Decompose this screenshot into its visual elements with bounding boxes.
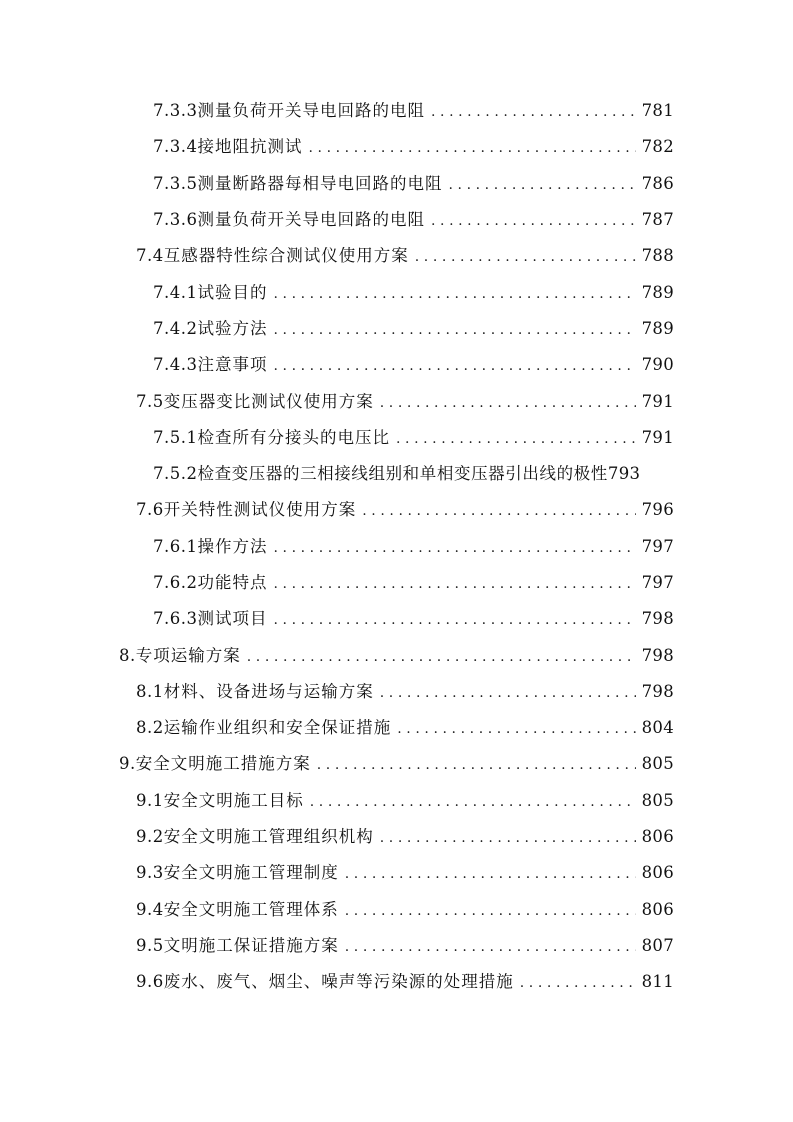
toc-dot-leader (380, 395, 636, 411)
toc-entry-8-1[interactable] (0, 672, 793, 708)
toc-entry-title: 注意事项 (197, 355, 268, 375)
toc-page-number: 786 (641, 173, 674, 193)
toc-entry-number: 7.4.3 (153, 355, 198, 375)
toc-dot-leader (380, 830, 636, 846)
toc-entry-9-1[interactable] (0, 781, 793, 817)
toc-page-number: 798 (641, 681, 674, 701)
toc-dot-leader (397, 721, 635, 737)
toc-page-number: 806 (641, 863, 674, 883)
toc-dot-leader (362, 503, 635, 519)
toc-entry-inner (153, 170, 793, 194)
toc-entry-number: 7.5.1 (153, 427, 198, 447)
toc-entry-9-2[interactable] (0, 817, 793, 853)
toc-dot-leader (415, 249, 636, 265)
toc-entry-inner (136, 859, 793, 883)
toc-entry-title: 安全文明施工管理组织机构 (163, 827, 374, 847)
toc-entry-title: 专项运输方案 (135, 645, 241, 665)
toc-entry-inner (136, 823, 793, 847)
toc-entry-title: 互感器特性综合测试仪使用方案 (163, 246, 409, 266)
toc-page-number: 807 (641, 935, 674, 955)
toc-page-number: 797 (641, 536, 674, 556)
toc-entry-number: 9.5 (136, 935, 164, 955)
toc-entry-number: 7.4.1 (153, 282, 198, 302)
toc-entry-9-4[interactable] (0, 890, 793, 926)
toc-page-number: 806 (641, 827, 674, 847)
toc-page-number: 789 (641, 318, 674, 338)
toc-page-number: 806 (641, 899, 674, 919)
toc-entry-8[interactable] (0, 635, 793, 671)
toc-page-number: 797 (641, 573, 674, 592)
toc-entry-inner (153, 315, 793, 339)
toc-entry-number: 7.4 (136, 246, 164, 266)
toc-page-number: 804 (641, 718, 674, 738)
toc-entry-title: 安全文明施工管理制度 (163, 863, 339, 883)
toc-entry-number: 8.2 (136, 718, 164, 738)
toc-entry-inner (136, 968, 793, 992)
toc-entry-7-5-2[interactable] (0, 454, 793, 490)
toc-entry-number: 7.6 (136, 500, 164, 520)
toc-dot-leader (431, 213, 636, 229)
toc-entry-9-5[interactable] (0, 926, 793, 962)
toc-entry-7-3-4[interactable] (0, 127, 793, 163)
toc-entry-number: 9.6 (136, 972, 164, 992)
toc-dot-leader (273, 358, 635, 374)
toc-entry-title: 试验目的 (197, 282, 268, 302)
toc-entry-inner (119, 642, 793, 666)
toc-entry-number: 9.3 (136, 863, 164, 883)
toc-entry-inner (119, 750, 793, 774)
toc-dot-leader (273, 612, 635, 628)
toc-entry-7-6-2[interactable] (0, 563, 793, 599)
toc-entry-title: 安全文明施工目标 (163, 790, 304, 810)
toc-page-number: 791 (641, 391, 674, 411)
toc-entry-title: 测量断路器每相导电回路的电阻 (197, 173, 443, 193)
toc-entry-number: 8. (119, 645, 136, 665)
toc-page-number: 805 (641, 754, 674, 774)
toc-entry-9-6[interactable] (0, 962, 793, 998)
toc-entry-title: 测量负荷开关导电回路的电阻 (197, 210, 425, 230)
toc-page-number: 805 (641, 790, 674, 810)
toc-entry-7-3-6[interactable] (0, 200, 793, 236)
toc-entry-title: 安全文明施工管理体系 (163, 899, 339, 919)
toc-entry-number: 7.5 (136, 391, 164, 411)
toc-entry-title: 测量负荷开关导电回路的电阻 (197, 101, 425, 121)
toc-entry-inner (153, 533, 793, 557)
toc-dot-leader (431, 104, 636, 120)
toc-entry-inner (153, 460, 793, 484)
toc-entry-inner (136, 714, 793, 738)
toc-entry-7-6[interactable] (0, 490, 793, 526)
toc-entry-number: 7.6.2 (153, 573, 198, 592)
toc-page-number: 798 (641, 609, 674, 629)
toc-entry-7-4-3[interactable] (0, 345, 793, 381)
toc-dot-leader (273, 286, 635, 302)
toc-entry-inner (153, 424, 793, 448)
toc-entry-8-2[interactable] (0, 708, 793, 744)
toc-entry-title: 检查所有分接头的电压比 (197, 427, 390, 447)
toc-entry-title: 运输作业组织和安全保证措施 (163, 718, 392, 738)
toc-entry-7-6-1[interactable] (0, 527, 793, 563)
toc-entry-inner (153, 569, 793, 593)
toc-entry-7-3-3[interactable] (0, 91, 793, 127)
toc-entry-inner (136, 896, 793, 920)
toc-entry-inner (136, 242, 793, 266)
toc-dot-leader (380, 685, 636, 701)
toc-entry-number: 8.1 (136, 681, 164, 701)
toc-page-number: 791 (641, 427, 674, 447)
toc-entry-number: 9. (119, 754, 136, 774)
toc-page-number: 790 (641, 355, 674, 375)
table-of-contents (0, 91, 793, 998)
toc-entry-number: 9.2 (136, 827, 164, 847)
toc-entry-7-6-3[interactable] (0, 599, 793, 635)
toc-entry-title: 变压器变比测试仪使用方案 (163, 391, 374, 411)
toc-entry-7-5-1[interactable] (0, 418, 793, 454)
toc-entry-title: 操作方法 (197, 536, 268, 556)
toc-entry-9[interactable] (0, 744, 793, 780)
toc-dot-leader (273, 540, 635, 556)
toc-entry-inner (136, 787, 793, 811)
toc-entry-title: 功能特点 (197, 573, 268, 592)
toc-entry-number: 7.3.6 (153, 210, 198, 230)
toc-dot-leader (317, 757, 636, 773)
toc-entry-number: 7.6.3 (153, 609, 198, 629)
toc-entry-number: 7.5.2 (153, 464, 198, 484)
toc-entry-title: 接地阻抗测试 (197, 137, 303, 157)
toc-entry-title: 试验方法 (197, 318, 268, 338)
toc-page-number: 788 (641, 246, 674, 266)
toc-entry-number: 7.3.4 (153, 137, 198, 157)
toc-dot-leader (345, 866, 636, 882)
toc-dot-leader (247, 649, 636, 665)
toc-page-number: 782 (641, 137, 674, 157)
toc-dot-leader (345, 903, 636, 919)
toc-entry-inner (136, 678, 793, 702)
toc-page-number: 798 (641, 645, 674, 665)
toc-dot-leader (308, 140, 635, 156)
toc-entry-inner (136, 496, 793, 520)
toc-entry-number: 7.3.3 (153, 101, 198, 121)
toc-page-number: 789 (641, 282, 674, 302)
toc-dot-leader (273, 322, 635, 338)
toc-entry-inner (153, 97, 793, 121)
toc-entry-7-4-2[interactable] (0, 309, 793, 345)
toc-entry-title: 文明施工保证措施方案 (163, 935, 339, 955)
toc-dot-leader (273, 576, 635, 592)
toc-entry-inner (153, 605, 793, 629)
toc-entry-7-4[interactable] (0, 236, 793, 272)
toc-entry-7-4-1[interactable] (0, 272, 793, 308)
toc-entry-7-5[interactable] (0, 381, 793, 417)
toc-entry-7-3-5[interactable] (0, 164, 793, 200)
toc-entry-title: 检查变压器的三相接线组别和单相变压器引出线的极性 (197, 464, 608, 484)
toc-entry-number: 7.4.2 (153, 318, 198, 338)
toc-dot-leader (396, 431, 636, 447)
toc-dot-leader (310, 794, 636, 810)
toc-entry-title: 测试项目 (197, 609, 268, 629)
toc-entry-inner (136, 388, 793, 412)
toc-entry-inner (153, 279, 793, 303)
toc-entry-number: 9.4 (136, 899, 164, 919)
toc-page-number: 787 (641, 210, 674, 230)
toc-entry-inner (153, 351, 793, 375)
toc-entry-number: 7.6.1 (153, 536, 198, 556)
toc-entry-title: 开关特性测试仪使用方案 (163, 500, 357, 520)
toc-entry-inner (136, 932, 793, 956)
toc-entry-inner (153, 206, 793, 230)
toc-entry-title: 废水、废气、烟尘、噪声等污染源的处理措施 (163, 972, 514, 992)
toc-page-number: 811 (641, 972, 674, 992)
toc-entry-title: 材料、设备进场与运输方案 (163, 681, 374, 701)
toc-entry-number: 9.1 (136, 790, 164, 810)
toc-page-number: 796 (641, 500, 674, 520)
toc-dot-leader (345, 939, 636, 955)
toc-entry-9-3[interactable] (0, 853, 793, 889)
toc-entry-title: 安全文明施工措施方案 (135, 754, 311, 774)
toc-entry-inner (153, 133, 793, 157)
toc-dot-leader (448, 177, 635, 193)
toc-entry-number: 7.3.5 (153, 173, 198, 193)
toc-page-number: 781 (641, 101, 674, 121)
toc-dot-leader (520, 975, 636, 991)
toc-page-number: 793 (607, 464, 641, 484)
